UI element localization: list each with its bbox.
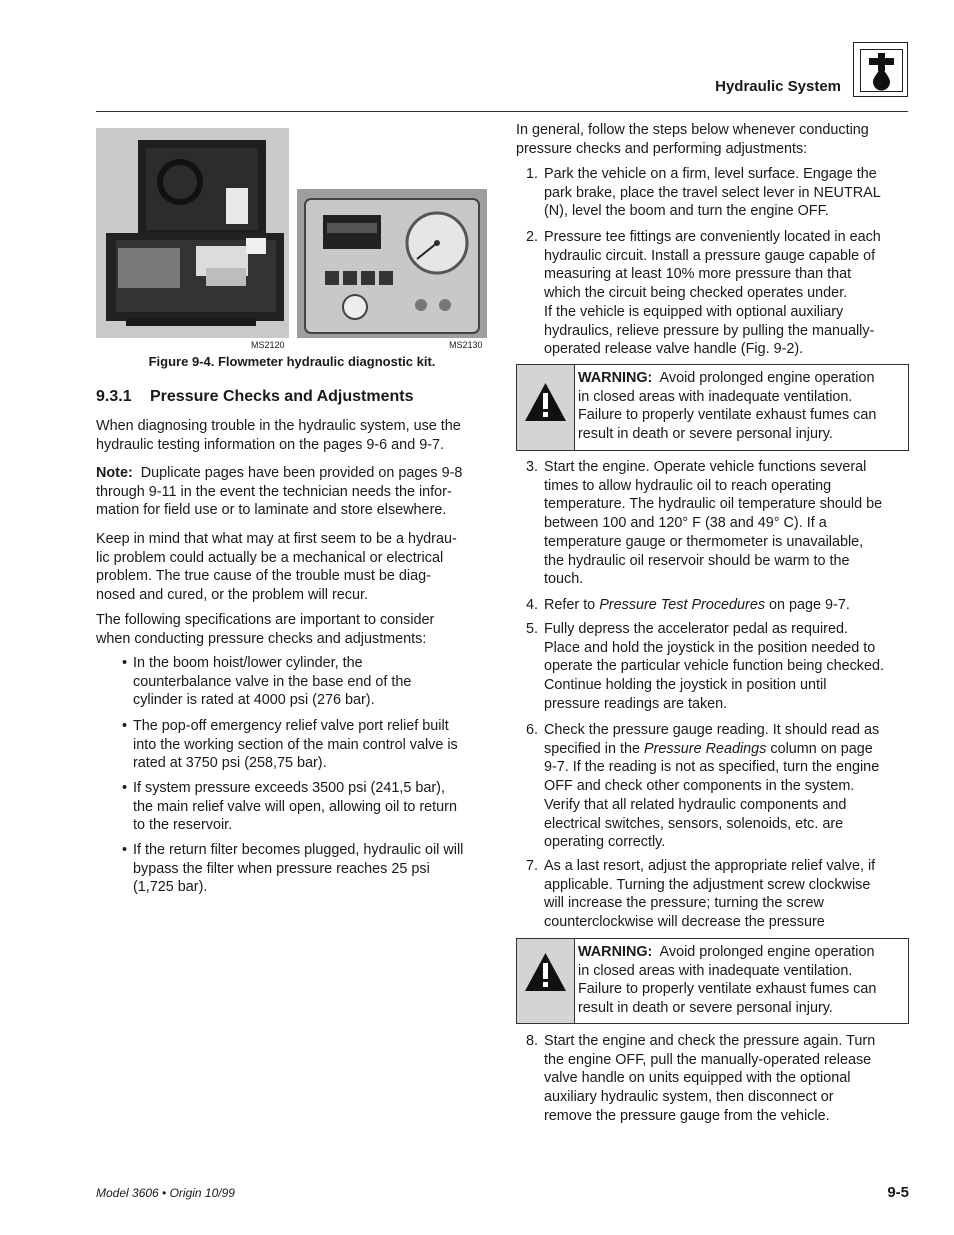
text-line: operating correctly. (544, 834, 666, 851)
text-line: temperature gauge or thermometer is unavailable, (544, 533, 864, 550)
text-line: remove the pressure gauge from the vehicle. (544, 1107, 830, 1124)
text-line: hydraulic testing information on the pages 9-6 and 9-7. (96, 436, 444, 453)
note-paragraph (96, 464, 462, 520)
text-line: which the circuit being checked operates under. (544, 285, 848, 302)
text-line: in closed areas with inadequate ventilation. (578, 388, 853, 405)
text-line: measuring at least 10% more pressure than that (544, 266, 852, 283)
text-run: on page 9-7. (765, 597, 850, 613)
text-line: Pressure tee fittings are conveniently located in each (544, 229, 881, 245)
text-line: temperature. The hydraulic oil temperature should be (544, 496, 883, 513)
text-line: In general, follow the steps below whenever conducting (516, 122, 869, 138)
warning-box (516, 938, 909, 1024)
text-line: counterbalance valve in the base end of the (133, 673, 412, 690)
text-line: result in death or severe personal injury. (578, 426, 833, 443)
warning-triangle-icon (517, 365, 574, 450)
diagnostic-kit-case-photo (96, 128, 289, 338)
text-line: in closed areas with inadequate ventilation. (578, 962, 853, 979)
text-line: auxiliary hydraulic system, then disconnect or (544, 1089, 834, 1106)
paragraph-specifications (96, 611, 434, 648)
pressure-readings-reference: Pressure Readings (644, 740, 767, 757)
warning-triangle-icon (517, 939, 574, 1023)
text-line: If the return filter becomes plugged, hydraulic oil will (133, 842, 464, 858)
text-line: the hydraulic oil reservoir should be warm to the (544, 552, 850, 569)
text-line: Failure to properly ventilate exhaust fumes can (578, 407, 877, 424)
text-line (544, 740, 910, 759)
text-line: 9-7. If the reading is not as specified, turn the engine (544, 759, 880, 776)
text-line: pressure checks and performing adjustments: (516, 140, 808, 157)
text-line: rated at 3750 psi (258,75 bar). (133, 755, 327, 772)
text-line: Verify that all related hydraulic components and (544, 796, 847, 813)
bullet-dot: • (122, 655, 128, 671)
text-line: between 100 and 120° F (38 and 49° C). If a (544, 515, 827, 532)
text-line: (N), level the boom and turn the engine OFF. (544, 203, 829, 220)
step-number: 8. (525, 1033, 538, 1049)
text-line: park brake, place the travel select lever in NEUTRAL (544, 184, 881, 201)
text-run: specified in the (544, 740, 644, 757)
text-line: operated release valve handle (Fig. 9-2). (544, 341, 804, 358)
text-line: As a last resort, adjust the appropriate relief valve, if (544, 858, 876, 874)
bullet-dot: • (122, 718, 128, 734)
step-number: 4. (525, 597, 538, 613)
text-line: OFF and check other components in the system. (544, 778, 855, 795)
text-line: Start the engine and check the pressure again. Turn (544, 1033, 876, 1049)
text-line: electrical switches, sensors, solenoids, etc. are (544, 815, 844, 832)
text-line: lic problem could actually be a mechanical or electrical (96, 549, 444, 566)
text-line: When diagnosing trouble in the hydraulic system, use the (96, 418, 461, 434)
text-run: Refer to (544, 597, 600, 613)
section-heading (96, 388, 414, 406)
flowmeter-panel-photo (297, 189, 487, 338)
step-number: 7. (525, 858, 538, 874)
warning-box (516, 364, 909, 451)
text-line: times to allow hydraulic oil to reach operating (544, 477, 832, 494)
text-line: cylinder is rated at 4000 psi (276 bar). (133, 692, 375, 709)
text-line: If system pressure exceeds 3500 psi (241,5 bar), (133, 780, 445, 796)
photo-right-id: MS2130 (449, 340, 483, 350)
warning-icon-cell (517, 365, 575, 450)
text-line: nosed and cured, or the problem will recur. (96, 587, 368, 604)
text-line: result in death or severe personal injury. (578, 1000, 833, 1017)
text-line: The pop-off emergency relief valve port relief built (133, 718, 449, 734)
footer-model-origin: Model 3606 • Origin 10/99 (96, 1186, 235, 1200)
paragraph-diagnosing (96, 417, 461, 454)
text-line: pressure readings are taken. (544, 695, 728, 712)
text-line: Continue holding the joystick in position until (544, 677, 827, 694)
step-number: 2. (525, 229, 538, 245)
text-line: the main relief valve will open, allowing oil to return (133, 798, 457, 815)
text-line: operate the particular vehicle function being checked. (544, 658, 884, 675)
note-label: Note: (96, 465, 133, 481)
text-line: touch. (544, 571, 584, 588)
step-number: 6. (525, 722, 538, 738)
text-line: Avoid prolonged engine operation (659, 370, 875, 386)
text-line: Duplicate pages have been provided on pages 9-8 (140, 465, 463, 481)
step-number: 5. (525, 621, 538, 637)
text-line: In the boom hoist/lower cylinder, the (133, 655, 363, 671)
text-line: applicable. Turning the adjustment screw clockwise (544, 876, 871, 893)
warning-icon-cell (517, 939, 575, 1023)
pressure-test-procedures-reference: Pressure Test Procedures (599, 597, 766, 613)
text-line: when conducting pressure checks and adjustments: (96, 630, 427, 647)
warning-label: WARNING: (578, 944, 653, 960)
text-line: counterclockwise will decrease the pressure (544, 914, 825, 931)
bullet-dot: • (122, 780, 128, 796)
text-line: hydraulics, relieve pressure by pulling the manually- (544, 322, 875, 339)
text-line: The following specifications are important to consider (96, 612, 435, 628)
intro-paragraph (516, 121, 869, 158)
text-line: Start the engine. Operate vehicle functions several (544, 459, 867, 475)
text-line: Place and hold the joystick in the position needed to (544, 639, 876, 656)
text-line: hydraulic circuit. Install a pressure gauge capable of (544, 247, 876, 264)
section-title: Pressure Checks and Adjustments (150, 388, 414, 405)
text-line: bypass the filter when pressure reaches 25 psi (133, 860, 430, 877)
figure-caption: Figure 9-4. Flowmeter hydraulic diagnostic kit. (148, 354, 436, 369)
text-run: column on page (766, 740, 873, 757)
step-number: 3. (525, 459, 538, 475)
section-number: 9.3.1 (96, 388, 132, 405)
text-line: (1,725 bar). (133, 879, 208, 896)
header-title: Hydraulic System (715, 78, 841, 95)
warning-label: WARNING: (578, 370, 653, 386)
text-line: Failure to properly ventilate exhaust fumes can (578, 981, 877, 998)
text-line: If the vehicle is equipped with optional auxiliary (544, 303, 844, 320)
header-rule (96, 111, 908, 112)
step-number: 1. (525, 166, 538, 182)
text-line: Park the vehicle on a firm, level surface. Engage the (544, 166, 877, 182)
paragraph-keep-in-mind (96, 530, 457, 605)
text-line: valve handle on units equipped with the optional (544, 1070, 851, 1087)
text-line: Keep in mind that what may at first seem to be a hydrau- (96, 531, 457, 547)
text-line: will increase the pressure; turning the screw (544, 895, 824, 912)
text-line: problem. The true cause of the trouble must be diag- (96, 568, 431, 585)
text-line: through 9-11 in the event the technician needs the infor- (96, 483, 452, 500)
text-line: Check the pressure gauge reading. It should read as (544, 722, 880, 738)
photo-left-id: MS2120 (251, 340, 285, 350)
text-line: Fully depress the accelerator pedal as required. (544, 621, 848, 637)
page-number: 9-5 (887, 1184, 909, 1201)
text-line: Avoid prolonged engine operation (659, 944, 875, 960)
bullet-dot: • (122, 842, 128, 858)
hydraulic-system-icon (853, 42, 908, 97)
text-line: the engine OFF, pull the manually-operated release (544, 1051, 872, 1068)
text-line: into the working section of the main control valve is (133, 736, 458, 753)
text-line: to the reservoir. (133, 817, 233, 834)
text-line: mation for field use or to laminate and store elsewhere. (96, 502, 447, 519)
